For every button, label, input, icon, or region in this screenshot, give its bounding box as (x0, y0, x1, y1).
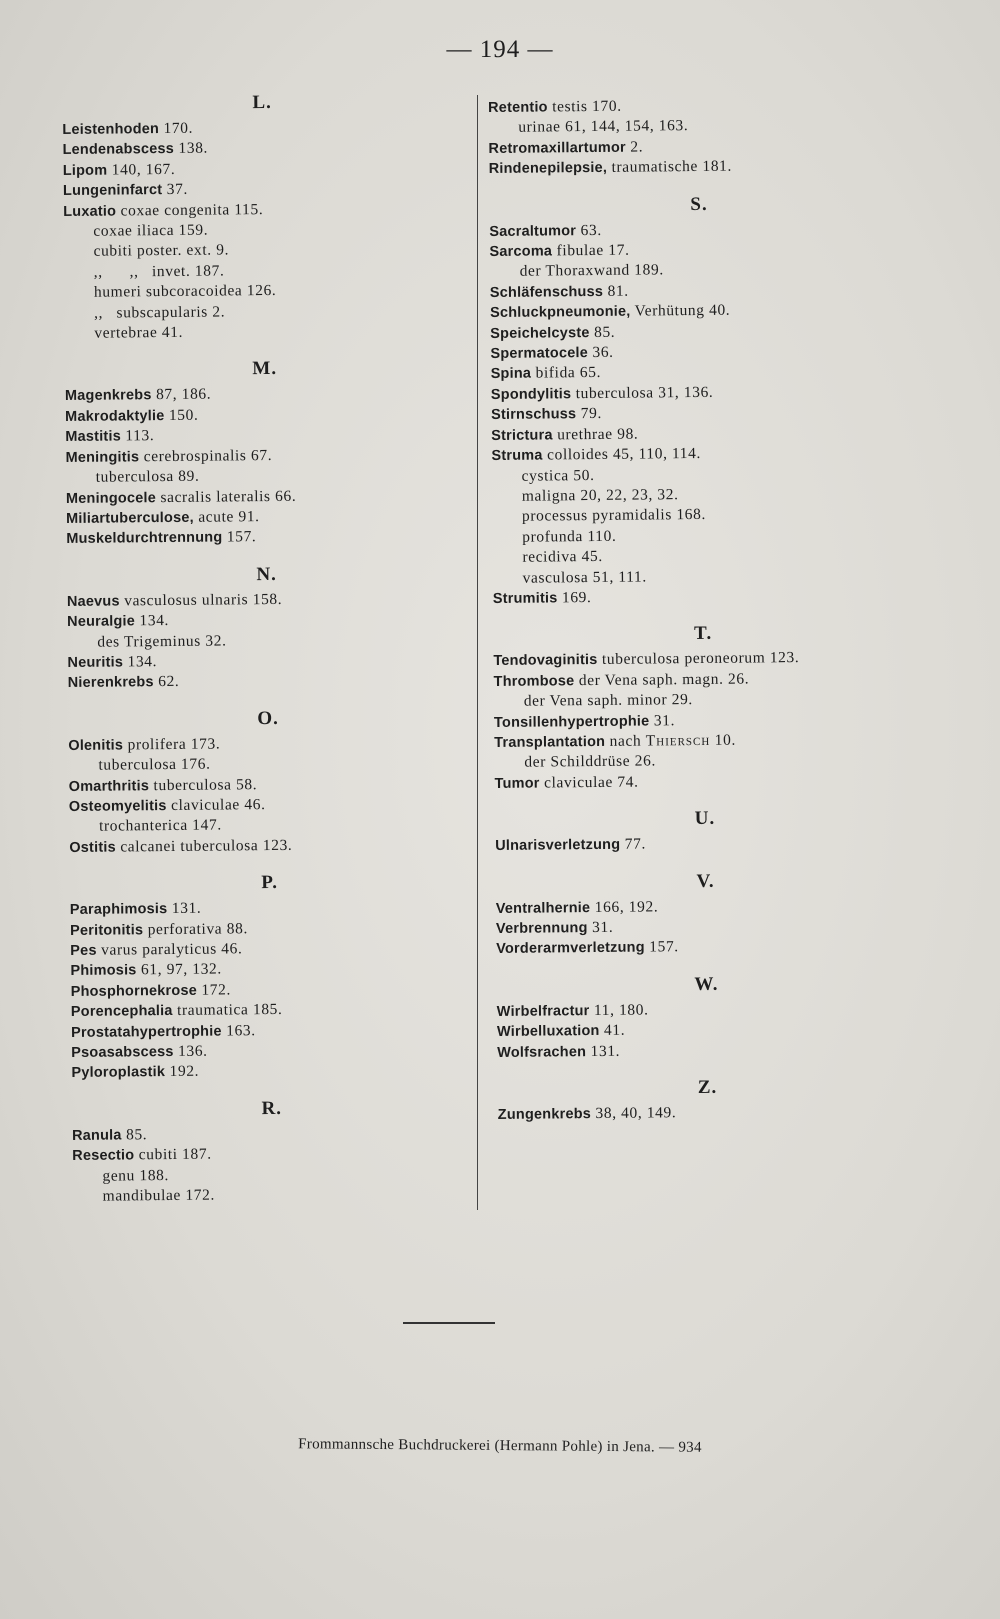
entry-pages: 166, 192. (590, 897, 659, 916)
entry-pages: claviculae 74. (539, 773, 639, 792)
entry-term: Retentio (488, 99, 548, 116)
entry-term: Phimosis (70, 962, 137, 980)
entry-term: Spina (490, 366, 532, 383)
entry-term: Struma (491, 447, 543, 465)
entry-term: Speichelcyste (490, 324, 590, 342)
index-subentry (64, 320, 464, 344)
entry-pages: maligna 20, 22, 23, 32. (521, 486, 679, 505)
entry-pages: genu 188. (102, 1166, 170, 1185)
section-letter: U. (694, 808, 716, 830)
entry-pages: mandibulae 172. (102, 1186, 216, 1205)
entry-term: Tendovaginitis (493, 652, 598, 670)
index-entry (493, 585, 913, 609)
entry-term: Pyloroplastik (71, 1064, 166, 1082)
entry-term: Mastitis (65, 428, 122, 446)
index-column-left (62, 86, 473, 1207)
section-letter: Z. (697, 1076, 718, 1099)
entry-pages: 131. (586, 1042, 621, 1060)
entry-pages: colloides 45, 110, 114. (542, 445, 702, 464)
index-section (489, 188, 913, 610)
index-section (497, 1071, 917, 1125)
entry-term: Spondylitis (490, 386, 572, 403)
entry-pages: 11, 180. (589, 1001, 649, 1019)
entry-term: Ulnarisverletzung (495, 836, 621, 855)
entry-pages: calcanei tuberculosa 123. (115, 836, 293, 856)
index-section (67, 558, 468, 694)
entry-pages: 170. (158, 119, 194, 138)
section-letter: M. (252, 358, 278, 380)
entry-pages: acute 91. (193, 508, 260, 526)
entry-term: Naevus (66, 593, 120, 610)
section-letter: L. (252, 91, 272, 114)
entry-term: Peritonitis (69, 921, 144, 939)
entry-pages: 172. (196, 981, 232, 999)
entry-pages: urethrae 98. (552, 425, 639, 444)
index-section (62, 86, 464, 344)
entry-pages: vasculosus ulnaris 158. (119, 590, 283, 610)
entry-pages: der Thoraxwand 189. (519, 261, 664, 281)
entry-pages: vertebrae 41. (94, 323, 184, 342)
entry-pages: 85. (121, 1126, 148, 1144)
entry-pages: traumatische 181. (607, 157, 733, 177)
index-section (69, 866, 471, 1083)
section-letter: P. (261, 872, 279, 894)
entry-pages: testis 170. (547, 97, 622, 116)
entry-pages: 157. (644, 938, 679, 956)
entry-term: Thrombose (493, 672, 575, 690)
entry-term: Neuritis (67, 654, 124, 671)
index-entry (498, 1101, 918, 1125)
entry-term: Makrodaktylie (65, 407, 165, 425)
entry-pages: 150. (164, 406, 199, 424)
entry-term: Lungeninfarct (62, 182, 163, 200)
entry-pages: 131. (167, 899, 202, 918)
entry-pages: tuberculosa 176. (98, 755, 211, 774)
entry-pages: der Schilddrüse 26. (524, 752, 656, 772)
entry-pages: 63. (576, 221, 602, 239)
index-section (488, 94, 909, 180)
entry-term: Miliartuberculose, (66, 509, 194, 527)
entry-pages: ,, subscapularis 2. (94, 303, 226, 322)
entry-term: Schläfenschuss (489, 283, 604, 301)
entry-pages: 38, 40, 149. (590, 1104, 677, 1123)
entry-pages: recidiva 45. (522, 548, 603, 566)
entry-pages: 169. (557, 588, 592, 607)
end-rule (403, 1322, 495, 1324)
entry-term: Resectio (72, 1147, 135, 1165)
entry-term: Psoasabscess (71, 1044, 174, 1061)
entry-pages: humeri subcoracoidea 126. (93, 282, 277, 301)
entry-pages: prolifera 173. (122, 735, 221, 754)
section-letter: V. (696, 870, 715, 892)
entry-term: Lendenabscess (62, 141, 175, 159)
entry-pages: 113. (120, 427, 155, 445)
entry-pages: der Vena saph. minor 29. (523, 691, 693, 710)
index-entry (71, 1060, 471, 1084)
entry-pages: varus paralyticus 46. (96, 940, 243, 959)
entry-pages: processus pyramidalis 168. (521, 506, 707, 526)
entry-term: Transplantation (494, 733, 606, 751)
entry-term: Vorderarmverletzung (496, 939, 645, 958)
entry-pages-after: 10. (710, 731, 737, 749)
entry-term: Tumor (494, 775, 540, 792)
index-column-right (488, 94, 918, 1125)
entry-pages: sacralis lateralis 66. (155, 487, 297, 506)
entry-term: Luxatio (63, 203, 117, 220)
entry-pages: perforativa 88. (143, 919, 248, 938)
entry-term: Sarcoma (489, 243, 553, 261)
entry-term: Ostitis (69, 839, 116, 856)
index-section (65, 353, 467, 550)
entry-pages: profunda 110. (522, 527, 617, 546)
entry-pages: ,, ,, invet. 187. (93, 262, 225, 281)
entry-pages: coxae iliaca 159. (93, 221, 209, 240)
entry-pages: 31. (587, 918, 614, 937)
entry-term: Muskeldurchtrennung (66, 529, 223, 548)
entry-pages: 192. (165, 1063, 200, 1081)
entry-pages: 61, 97, 132. (136, 960, 222, 979)
entry-pages: 37. (162, 181, 188, 199)
entry-pages: nach (605, 732, 646, 750)
entry-pages: vasculosa 51, 111. (522, 568, 647, 587)
entry-pages: 79. (576, 405, 602, 423)
entry-term: Phosphornekrose (70, 982, 198, 1000)
entry-pages: tuberculosa 31, 136. (571, 383, 714, 403)
entry-pages: cubiti 187. (134, 1145, 212, 1164)
entry-term: Neuralgie (67, 613, 136, 631)
column-divider (477, 95, 478, 1210)
entry-term: Pes (70, 942, 97, 959)
entry-pages: 140, 167. (107, 160, 176, 179)
entry-pages: traumatica 185. (172, 1001, 283, 1020)
entry-pages: cystica 50. (521, 466, 595, 485)
entry-pages: 134. (123, 653, 158, 671)
entry-pages: der Vena saph. magn. 26. (574, 670, 750, 689)
section-letter: R. (261, 1097, 283, 1119)
entry-term: Nierenkrebs (67, 674, 154, 692)
entry-term: Schluckpneumonie, (489, 303, 631, 322)
entry-term: Omarthritis (68, 777, 150, 795)
index-section (495, 865, 916, 960)
entry-pages: 2. (625, 138, 644, 156)
entry-pages: urinae 61, 144, 154, 163. (518, 117, 689, 137)
index-section (68, 702, 469, 858)
entry-term: Ranula (71, 1127, 122, 1144)
entry-term: Wirbelluxation (496, 1023, 600, 1041)
index-entry (497, 1039, 917, 1063)
entry-pages: Verhütung 40. (630, 301, 731, 320)
entry-pages: 136. (173, 1042, 208, 1061)
section-letter: N. (256, 563, 277, 585)
entry-pages: claviculae 46. (166, 796, 266, 814)
entry-term: Ventralhernie (495, 899, 591, 917)
index-section (496, 968, 917, 1063)
index-entry (494, 770, 914, 794)
entry-term: Osteomyelitis (68, 797, 167, 815)
page-number: — 194 — (446, 36, 554, 63)
entry-pages: tuberculosa peroneorum 123. (597, 649, 800, 669)
index-section (72, 1092, 473, 1207)
entry-term: Olenitis (68, 737, 124, 754)
entry-pages: 87, 186. (151, 386, 212, 404)
entry-pages: 77. (620, 835, 646, 853)
index-entry (495, 832, 915, 856)
printer-imprint: Frommannsche Buchdruckerei (Hermann Pohle) in Jena. — 934 (298, 1436, 702, 1456)
entry-term: Rindenepilepsie, (488, 160, 608, 178)
entry-term: Stirnschuss (490, 406, 577, 424)
entry-pages: bifida 65. (531, 364, 602, 383)
entry-pages: des Trigeminus 32. (97, 631, 227, 651)
index-entry (66, 525, 466, 549)
entry-term: Strictura (491, 427, 553, 444)
entry-pages: 134. (134, 612, 170, 630)
entry-term: Tonsillenhypertrophie (493, 713, 650, 731)
entry-pages: 31. (649, 711, 676, 730)
entry-term: Meningocele (65, 489, 157, 507)
entry-pages: 157. (222, 528, 257, 546)
section-letter: T. (694, 623, 713, 645)
index-section (493, 617, 915, 794)
section-letter: O. (257, 707, 279, 729)
entry-pages: 85. (589, 323, 616, 341)
entry-term: Retromaxillartumor (488, 139, 626, 157)
entry-term: Leistenhoden (62, 121, 160, 138)
entry-pages: coxae congenita 115. (116, 200, 264, 220)
entry-pages: tuberculosa 58. (148, 775, 258, 794)
entry-pages: 163. (221, 1021, 256, 1040)
section-letter: S. (690, 193, 708, 215)
entry-term: Wolfsrachen (497, 1043, 587, 1061)
index-entry (68, 669, 468, 693)
index-section (495, 802, 915, 856)
entry-author-name: Thiersch (645, 731, 711, 750)
entry-term: Spermatocele (490, 345, 589, 363)
entry-term: Sacraltumor (489, 222, 577, 240)
entry-term: Paraphimosis (69, 901, 168, 919)
entry-pages: fibulae 17. (552, 241, 630, 260)
entry-term: Meningitis (65, 448, 140, 466)
index-entry (69, 834, 469, 858)
entry-term: Verbrennung (495, 920, 588, 937)
entry-pages: 81. (602, 282, 629, 300)
entry-pages: cubiti poster. ext. 9. (93, 241, 230, 261)
index-subentry (73, 1183, 473, 1207)
entry-term: Lipom (62, 162, 108, 179)
entry-pages: 138. (173, 140, 209, 158)
section-letter: W. (694, 973, 719, 995)
entry-term: Porencephalia (70, 1003, 173, 1021)
entry-term: Strumitis (492, 590, 558, 607)
entry-pages: 36. (587, 343, 614, 362)
entry-term: Zungenkrebs (497, 1106, 592, 1123)
index-entry (489, 155, 909, 179)
entry-pages: cerebrospinalis 67. (139, 446, 273, 465)
index-entry (496, 935, 916, 959)
entry-pages: 41. (599, 1021, 626, 1040)
entry-pages: trochanterica 147. (98, 816, 222, 836)
entry-pages: tuberculosa 89. (95, 467, 200, 486)
entry-term: Prostatahypertrophie (70, 1023, 222, 1041)
entry-term: Wirbelfractur (496, 1002, 590, 1020)
entry-pages: 62. (153, 673, 180, 691)
entry-term: Magenkrebs (64, 387, 152, 405)
